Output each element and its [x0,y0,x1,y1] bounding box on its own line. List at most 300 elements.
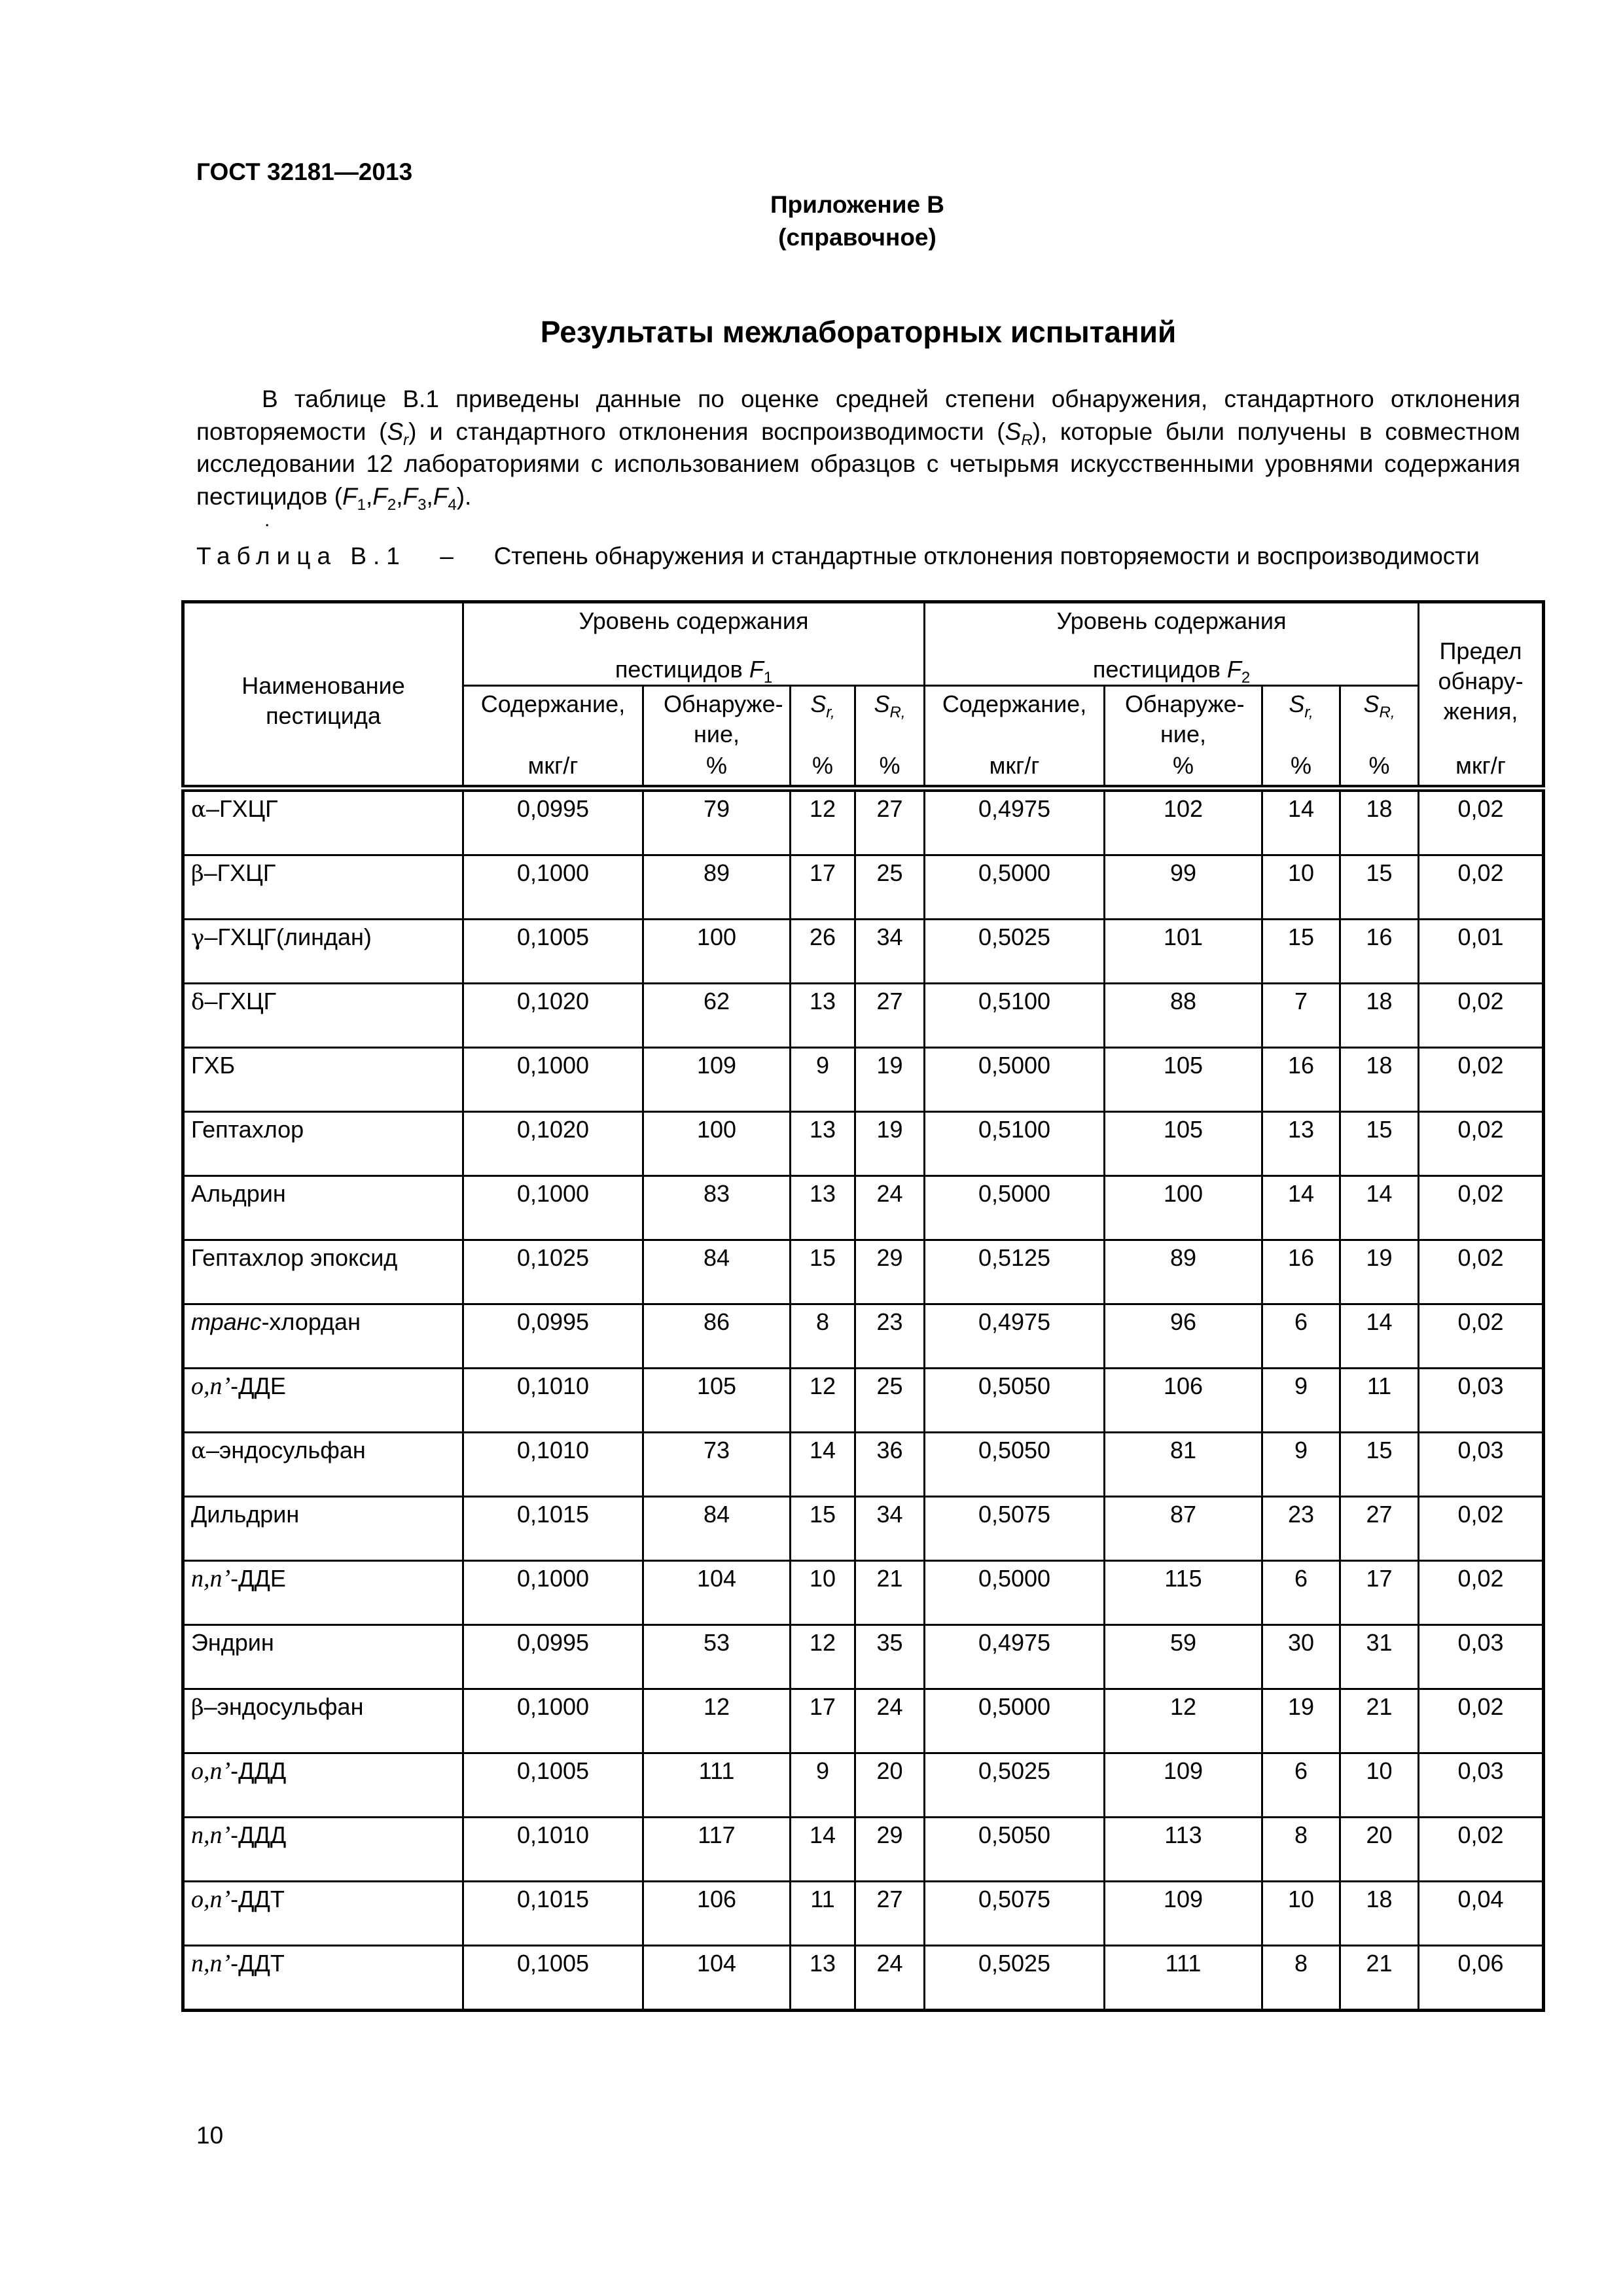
content-f1-cell: 0,1010 [463,1818,643,1882]
detection-f2-cell: 102 [1105,789,1262,855]
detection-f2-cell: 105 [1105,1048,1262,1112]
pesticide-name [183,1946,463,2011]
pct-unit: % [1291,752,1312,779]
content-f1-cell: 0,1025 [463,1240,643,1304]
detection-limit-cell: 0,02 [1419,1561,1544,1625]
detection-limit-cell: 0,03 [1419,1369,1544,1433]
detection-f1-cell: 104 [643,1561,791,1625]
sR-subscript: R [1021,431,1033,449]
sr-f1-cell: 17 [791,1689,855,1753]
detection-f2-cell: 99 [1105,855,1262,920]
pesticide-name [183,1304,463,1369]
detection-f2-cell: 12 [1105,1689,1262,1753]
pesticide-name [183,1882,463,1946]
table-row [183,1946,1544,2011]
detection-f2-cell: 109 [1105,1882,1262,1946]
pesticide-name [183,1561,463,1625]
sR-f2-cell: 31 [1340,1625,1419,1689]
name-prefix: β [191,1695,204,1721]
header-content-f2 [925,686,1105,789]
sR-f2-cell: 15 [1340,1112,1419,1176]
sr-f1-cell: 13 [791,1112,855,1176]
table-row [183,1753,1544,1818]
intro-paragraph [196,383,1520,512]
detection-f2-cell: 113 [1105,1818,1262,1882]
detection-f2-cell: 88 [1105,984,1262,1048]
content-f2-cell: 0,5100 [925,1112,1105,1176]
sr-f2-cell: 16 [1262,1048,1340,1112]
sr-f1-cell: 9 [791,1753,855,1818]
content-f2-cell: 0,5075 [925,1882,1105,1946]
r-subscript: r, [826,704,835,721]
pesticide-name [183,1433,463,1497]
name-main: –эндосульфан [204,1693,364,1720]
caption-text: Степень обнаружения и стандартные отклонения повторяемости и воспроизводимости [493,543,1480,569]
table-row [183,1048,1544,1112]
detection-limit-cell: 0,06 [1419,1946,1544,2011]
appendix-heading [654,188,1060,254]
name-main: –ГХЦГ(линдан) [204,924,372,950]
content-f2-cell: 0,5050 [925,1818,1105,1882]
header-detection-f1 [643,686,791,789]
detection-f1-cell: 106 [643,1882,791,1946]
pesticide-name [183,1625,463,1689]
pesticide-name [183,855,463,920]
detection-f1-cell: 83 [643,1176,791,1240]
content-f2-cell: 0,5050 [925,1433,1105,1497]
sr-f2-cell: 10 [1262,1882,1340,1946]
s-symbol: S [810,691,827,717]
sR-symbol: S [1005,418,1022,445]
name-main: Гептахлор [191,1116,304,1143]
content-f2-cell: 0,5000 [925,1176,1105,1240]
content-f1-cell: 0,1000 [463,1176,643,1240]
sR-f1-cell: 21 [855,1561,925,1625]
f3-subscript: 3 [418,495,427,514]
level-label: Уровень содержания [1056,607,1287,634]
detection-f1-cell: 104 [643,1946,791,2011]
content-f1-cell: 0,0995 [463,789,643,855]
sr-f2-cell: 9 [1262,1433,1340,1497]
sr-f2-cell: 14 [1262,1176,1340,1240]
sR-f1-cell: 27 [855,984,925,1048]
sr-subscript: r [403,431,409,449]
pesticide-name [183,920,463,984]
name-prefix: транс [191,1308,262,1335]
header-sR-f1 [855,686,925,789]
header-detection-limit [1419,602,1544,789]
pesticide-name [183,1753,463,1818]
sr-f2-cell: 23 [1262,1497,1340,1561]
sR-f1-cell: 24 [855,1689,925,1753]
content-f2-cell: 0,5000 [925,1689,1105,1753]
name-prefix: n,n’ [191,1821,231,1849]
sr-f2-cell: 7 [1262,984,1340,1048]
sr-f1-cell: 13 [791,1946,855,2011]
detection-f2-cell: 100 [1105,1176,1262,1240]
detection-limit-cell: 0,03 [1419,1753,1544,1818]
sr-f1-cell: 13 [791,1176,855,1240]
detection-f1-cell: 73 [643,1433,791,1497]
sr-f1-cell: 8 [791,1304,855,1369]
s-symbol: S [874,691,890,717]
sr-label [791,687,854,719]
content-label: Содержание, [942,691,1087,717]
sr-f2-cell: 6 [1262,1561,1340,1625]
R-subscript: R, [889,704,906,721]
detection-f1-cell: 100 [643,920,791,984]
sR-f1-cell: 19 [855,1112,925,1176]
sR-f1-cell: 25 [855,1369,925,1433]
table-row [183,1818,1544,1882]
sR-f1-cell: 36 [855,1433,925,1497]
detection-limit-cell: 0,02 [1419,984,1544,1048]
detection-label: Обнаруже-ние, [1125,691,1245,747]
name-prefix: o,n’ [191,1886,231,1913]
header-detection-f2 [1105,686,1262,789]
pct-unit: % [705,752,727,779]
name-prefix: n,n’ [191,1565,231,1592]
sR-f1-cell: 24 [855,1946,925,2011]
para-text-4: ). [456,482,472,510]
pct-unit: % [1368,752,1390,779]
table-row [183,1497,1544,1561]
f-symbol: F [342,482,357,510]
detection-limit-cell: 0,02 [1419,1240,1544,1304]
content-f2-cell: 0,5025 [925,1753,1105,1818]
f-symbol: F [433,482,448,510]
detection-limit-cell: 0,02 [1419,1304,1544,1369]
sr-f2-cell: 13 [1262,1112,1340,1176]
name-main: -ДДТ [230,1950,285,1977]
header-pesticide-name: Наименование пестицида [183,602,463,789]
f2-subscript: 2 [1241,669,1251,687]
detection-limit-cell: 0,02 [1419,1497,1544,1561]
sR-f1-cell: 27 [855,1882,925,1946]
sR-f2-cell: 16 [1340,920,1419,984]
content-f1-cell: 0,1000 [463,1689,643,1753]
sr-f1-cell: 12 [791,1369,855,1433]
sR-f1-cell: 27 [855,789,925,855]
table-row [183,1689,1544,1753]
table-row [183,984,1544,1048]
sr-f2-cell: 6 [1262,1753,1340,1818]
sR-f1-cell: 35 [855,1625,925,1689]
table-caption [196,541,1520,572]
sR-f2-cell: 18 [1340,984,1419,1048]
detection-f1-cell: 100 [643,1112,791,1176]
name-prefix: α [191,1438,206,1464]
f1-subscript: 1 [357,495,366,514]
pesticide-name [183,1176,463,1240]
sR-label [1341,687,1418,719]
detection-f1-cell: 111 [643,1753,791,1818]
detection-f1-cell: 109 [643,1048,791,1112]
detection-f2-cell: 89 [1105,1240,1262,1304]
name-prefix: δ [191,989,205,1015]
sR-f1-cell: 29 [855,1240,925,1304]
name-main: Альдрин [191,1180,286,1207]
header-level-f1 [463,602,925,686]
pesticide-name [183,984,463,1048]
sR-f2-cell: 18 [1340,789,1419,855]
caption-label: Таблица В.1 [196,543,406,569]
sR-label [856,687,923,719]
pesticide-name [183,1369,463,1433]
sr-f1-cell: 14 [791,1433,855,1497]
content-f1-cell: 0,1015 [463,1497,643,1561]
pct-unit: % [812,752,833,779]
content-unit: мкг/г [989,752,1040,779]
sr-f1-cell: 11 [791,1882,855,1946]
content-f1-cell: 0,0995 [463,1625,643,1689]
detection-f1-cell: 53 [643,1625,791,1689]
content-f2-cell: 0,5000 [925,1048,1105,1112]
sr-f1-cell: 9 [791,1048,855,1112]
sr-f2-cell: 30 [1262,1625,1340,1689]
detection-f1-cell: 89 [643,855,791,920]
detection-f2-cell: 109 [1105,1753,1262,1818]
detection-f2-cell: 96 [1105,1304,1262,1369]
sR-f2-cell: 21 [1340,1689,1419,1753]
table-row [183,1304,1544,1369]
sR-f2-cell: 10 [1340,1753,1419,1818]
detection-f1-cell: 84 [643,1497,791,1561]
detection-f2-cell: 105 [1105,1112,1262,1176]
sr-f1-cell: 15 [791,1497,855,1561]
pct-unit: % [1173,752,1194,779]
content-f2-cell: 0,5100 [925,984,1105,1048]
name-prefix: n,n’ [191,1950,231,1977]
appendix-type: (справочное) [778,224,936,251]
para-text-2: ) и стандартного отклонения воспроизводимости ( [408,418,1005,445]
sR-f2-cell: 14 [1340,1176,1419,1240]
detection-f2-cell: 115 [1105,1561,1262,1625]
sr-f2-cell: 10 [1262,855,1340,920]
level-label-2: пестицидов [1092,656,1221,683]
table-row [183,1433,1544,1497]
detection-limit-cell: 0,03 [1419,1625,1544,1689]
sr-f2-cell: 14 [1262,789,1340,855]
sR-f2-cell: 19 [1340,1240,1419,1304]
sr-f1-cell: 12 [791,1625,855,1689]
results-table [181,600,1545,2012]
table-row [183,1625,1544,1689]
content-f1-cell: 0,1020 [463,1112,643,1176]
name-main: –ГХЦГ [204,988,277,1014]
detection-label: Обнаруже-ние, [664,691,783,747]
table-row [183,920,1544,984]
sR-f1-cell: 34 [855,1497,925,1561]
header-sR-f2 [1340,686,1419,789]
content-f1-cell: 0,1015 [463,1882,643,1946]
f-symbol: F [1226,656,1241,683]
sR-f2-cell: 18 [1340,1048,1419,1112]
content-f2-cell: 0,5000 [925,1561,1105,1625]
content-label: Содержание, [480,691,626,717]
sR-f2-cell: 17 [1340,1561,1419,1625]
name-main: ГХБ [191,1052,236,1079]
name-main: –ГХЦГ [204,859,276,886]
table-row [183,1561,1544,1625]
sr-f2-cell: 8 [1262,1946,1340,2011]
detection-f2-cell: 59 [1105,1625,1262,1689]
detection-limit-cell: 0,02 [1419,855,1544,920]
table-row [183,1369,1544,1433]
detection-f2-cell: 106 [1105,1369,1262,1433]
table-body [183,789,1544,2011]
sr-f1-cell: 12 [791,789,855,855]
detection-f1-cell: 117 [643,1818,791,1882]
sR-f1-cell: 29 [855,1818,925,1882]
content-f1-cell: 0,1010 [463,1369,643,1433]
separator: , [365,482,373,510]
para-text-1: В таблице В.1 приведены данные по оценке средней степени обнаружения, стандартного отклонения повторяемости ( [196,386,1520,445]
stray-mark: . [264,509,270,531]
name-main: Эндрин [191,1629,274,1656]
separator: , [426,482,433,510]
sr-label [1263,687,1339,719]
sr-f2-cell: 8 [1262,1818,1340,1882]
pesticide-name [183,1112,463,1176]
sR-f1-cell: 25 [855,855,925,920]
name-main: –ГХЦГ [205,795,278,822]
sR-f1-cell: 20 [855,1753,925,1818]
r-subscript: r, [1304,704,1313,721]
content-f1-cell: 0,1005 [463,1946,643,2011]
f-symbol: F [749,656,764,683]
content-f2-cell: 0,5050 [925,1369,1105,1433]
pesticide-name [183,1818,463,1882]
section-title: Результаты межлабораторных испытаний [540,315,1177,349]
content-f1-cell: 0,1000 [463,855,643,920]
sR-f2-cell: 18 [1340,1882,1419,1946]
sR-f2-cell: 15 [1340,1433,1419,1497]
detection-limit-cell: 0,01 [1419,920,1544,984]
sr-f1-cell: 26 [791,920,855,984]
f-symbol: F [372,482,387,510]
detection-limit-cell: 0,02 [1419,1176,1544,1240]
limit-label: Предел обнару-жения, [1438,637,1524,725]
f1-subscript: 1 [763,669,773,687]
sr-f1-cell: 13 [791,984,855,1048]
content-f2-cell: 0,5075 [925,1497,1105,1561]
content-f2-cell: 0,5125 [925,1240,1105,1304]
header-content-f1 [463,686,643,789]
content-f2-cell: 0,4975 [925,1304,1105,1369]
content-f2-cell: 0,4975 [925,1625,1105,1689]
table-row [183,789,1544,855]
content-f2-cell: 0,5025 [925,1946,1105,2011]
sR-f2-cell: 27 [1340,1497,1419,1561]
R-subscript: R, [1379,704,1395,721]
detection-f1-cell: 62 [643,984,791,1048]
detection-f1-cell: 79 [643,789,791,855]
pesticide-name [183,1497,463,1561]
level-label: Уровень содержания [579,607,809,634]
sr-f2-cell: 19 [1262,1689,1340,1753]
detection-f2-cell: 87 [1105,1497,1262,1561]
sr-f1-cell: 14 [791,1818,855,1882]
table-row [183,1112,1544,1176]
detection-limit-cell: 0,03 [1419,1433,1544,1497]
separator: , [396,482,403,510]
sr-f2-cell: 9 [1262,1369,1340,1433]
content-f1-cell: 0,1020 [463,984,643,1048]
header-level-f2 [925,602,1419,686]
detection-f1-cell: 12 [643,1689,791,1753]
name-main: Гептахлор эпоксид [191,1244,398,1271]
document-id: ГОСТ 32181—2013 [196,158,413,185]
para-text-3: ), которые были получены в совместном исследовании 12 лабораториями с использованием образцов с четырьмя искусственными уровнями содержания пестицидов ( [196,418,1520,510]
sr-f2-cell: 16 [1262,1240,1340,1304]
detection-f2-cell: 81 [1105,1433,1262,1497]
content-f1-cell: 0,1010 [463,1433,643,1497]
f-symbol: F [402,482,418,510]
limit-unit: мкг/г [1455,752,1506,779]
content-f2-cell: 0,5025 [925,920,1105,984]
caption-dash: – [440,543,454,569]
f4-subscript: 4 [448,495,457,514]
header-sr-f1 [791,686,855,789]
table-row [183,1240,1544,1304]
header-sr-f2 [1262,686,1340,789]
name-prefix: o,n’ [191,1757,231,1785]
content-unit: мкг/г [527,752,579,779]
f2-subscript: 2 [387,495,397,514]
sr-f1-cell: 17 [791,855,855,920]
table-row [183,1882,1544,1946]
name-main: -ДДЕ [230,1372,286,1399]
s-symbol: S [1289,691,1305,717]
detection-limit-cell: 0,02 [1419,789,1544,855]
detection-f1-cell: 84 [643,1240,791,1304]
pesticide-name [183,789,463,855]
detection-limit-cell: 0,02 [1419,1112,1544,1176]
table-row [183,855,1544,920]
name-main: -ДДД [230,1757,287,1784]
name-main: Дильдрин [191,1501,300,1528]
pesticide-name [183,1048,463,1112]
name-main: –эндосульфан [205,1437,366,1463]
detection-limit-cell: 0,04 [1419,1882,1544,1946]
content-f1-cell: 0,1005 [463,920,643,984]
pesticide-name [183,1240,463,1304]
detection-f2-cell: 111 [1105,1946,1262,2011]
sR-f2-cell: 11 [1340,1369,1419,1433]
sr-f1-cell: 10 [791,1561,855,1625]
name-prefix: o,n’ [191,1372,231,1400]
name-main: -ДДЕ [230,1565,286,1592]
s-symbol: S [1363,691,1380,717]
detection-limit-cell: 0,02 [1419,1818,1544,1882]
pct-unit: % [879,752,901,779]
content-f1-cell: 0,1005 [463,1753,643,1818]
appendix-label: Приложение В [770,191,945,218]
sR-f2-cell: 21 [1340,1946,1419,2011]
sR-f1-cell: 34 [855,920,925,984]
name-main: -ДДД [230,1821,287,1848]
sR-f1-cell: 24 [855,1176,925,1240]
sr-f2-cell: 15 [1262,920,1340,984]
content-f1-cell: 0,0995 [463,1304,643,1369]
sR-f1-cell: 23 [855,1304,925,1369]
name-main: -ДДТ [230,1886,285,1912]
detection-f2-cell: 101 [1105,920,1262,984]
content-f1-cell: 0,1000 [463,1048,643,1112]
name-prefix: α [191,797,206,823]
name-main: -хлордан [261,1308,361,1335]
